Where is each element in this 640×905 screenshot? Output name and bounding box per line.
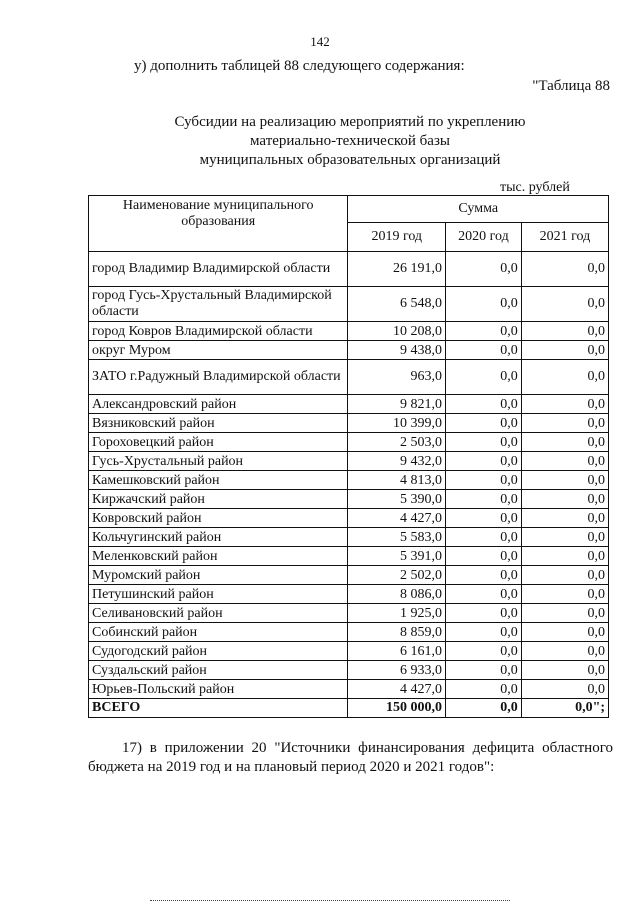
table-row	[89, 322, 609, 341]
value-2020: 0,0	[446, 395, 522, 414]
value-2019: 4 427,0	[348, 509, 446, 528]
value-2019: 26 191,0	[348, 252, 446, 287]
municipality-name: город Владимир Владимирской области	[89, 252, 348, 287]
table-row	[89, 287, 609, 322]
value-2021: 0,0	[521, 623, 608, 642]
municipality-name: Собинский район	[89, 623, 348, 642]
table-row	[89, 509, 609, 528]
title-line: муниципальных образовательных организаций	[199, 152, 501, 168]
value-2021: 0,0	[521, 509, 608, 528]
units-label: тыс. рублей	[500, 180, 570, 195]
value-2020: 0,0	[446, 360, 522, 395]
total-2021: 0,0";	[521, 699, 608, 718]
value-2021: 0,0	[521, 604, 608, 623]
table-row	[89, 680, 609, 699]
header-year-2019: 2019 год	[348, 223, 446, 252]
municipality-name: город Гусь-Хрустальный Владимирской области	[89, 287, 348, 322]
municipality-name: Камешковский район	[89, 471, 348, 490]
value-2020: 0,0	[446, 604, 522, 623]
table-row	[89, 642, 609, 661]
table-row	[89, 414, 609, 433]
value-2020: 0,0	[446, 287, 522, 322]
value-2019: 4 813,0	[348, 471, 446, 490]
municipality-name: ЗАТО г.Радужный Владимирской области	[89, 360, 348, 395]
value-2020: 0,0	[446, 252, 522, 287]
value-2020: 0,0	[446, 471, 522, 490]
value-2020: 0,0	[446, 547, 522, 566]
value-2019: 1 925,0	[348, 604, 446, 623]
table-row	[89, 395, 609, 414]
value-2019: 9 432,0	[348, 452, 446, 471]
header-municipality: Наименование муниципального образования	[89, 196, 348, 252]
title-line: материально-технической базы	[250, 133, 450, 149]
value-2021: 0,0	[521, 452, 608, 471]
municipality-name: Гороховецкий район	[89, 433, 348, 452]
page-number: 142	[310, 34, 330, 49]
table-row	[89, 528, 609, 547]
table-row	[89, 547, 609, 566]
municipality-name: Киржачский район	[89, 490, 348, 509]
subsidy-table	[88, 195, 609, 718]
municipality-name: Муромский район	[89, 566, 348, 585]
value-2020: 0,0	[446, 490, 522, 509]
municipality-name: Ковровский район	[89, 509, 348, 528]
municipality-name: Селивановский район	[89, 604, 348, 623]
total-2019: 150 000,0	[348, 699, 446, 718]
municipality-name: Юрьев-Польский район	[89, 680, 348, 699]
table-row	[89, 252, 609, 287]
value-2020: 0,0	[446, 566, 522, 585]
value-2020: 0,0	[446, 341, 522, 360]
value-2021: 0,0	[521, 585, 608, 604]
table-row	[89, 604, 609, 623]
value-2019: 9 821,0	[348, 395, 446, 414]
following-paragraph: 17) в приложении 20 "Источники финансирования дефицита областного бюджета на 2019 год и на плановый период 2020 и 2021 годов":	[88, 740, 613, 775]
value-2019: 6 161,0	[348, 642, 446, 661]
value-2021: 0,0	[521, 341, 608, 360]
intro-line: у) дополнить таблицей 88 следующего содержания:	[134, 58, 465, 74]
table-row	[89, 360, 609, 395]
scan-artifact-line	[150, 900, 510, 901]
value-2021: 0,0	[521, 322, 608, 341]
municipality-name: Александровский район	[89, 395, 348, 414]
value-2020: 0,0	[446, 414, 522, 433]
header-year-2020: 2020 год	[446, 223, 522, 252]
municipality-name: город Ковров Владимирской области	[89, 322, 348, 341]
value-2019: 6 548,0	[348, 287, 446, 322]
value-2019: 2 503,0	[348, 433, 446, 452]
value-2021: 0,0	[521, 360, 608, 395]
value-2020: 0,0	[446, 322, 522, 341]
value-2019: 10 208,0	[348, 322, 446, 341]
value-2021: 0,0	[521, 395, 608, 414]
value-2019: 6 933,0	[348, 661, 446, 680]
value-2019: 4 427,0	[348, 680, 446, 699]
total-label: ВСЕГО	[89, 699, 348, 718]
value-2021: 0,0	[521, 252, 608, 287]
table-row	[89, 585, 609, 604]
table-body	[89, 252, 609, 699]
table-row	[89, 490, 609, 509]
value-2021: 0,0	[521, 661, 608, 680]
value-2021: 0,0	[521, 547, 608, 566]
header-year-2021: 2021 год	[521, 223, 608, 252]
value-2021: 0,0	[521, 287, 608, 322]
value-2020: 0,0	[446, 509, 522, 528]
municipality-name: Кольчугинский район	[89, 528, 348, 547]
value-2019: 5 391,0	[348, 547, 446, 566]
value-2021: 0,0	[521, 642, 608, 661]
municipality-name: Суздальский район	[89, 661, 348, 680]
value-2021: 0,0	[521, 471, 608, 490]
value-2019: 9 438,0	[348, 341, 446, 360]
table-row	[89, 623, 609, 642]
value-2021: 0,0	[521, 680, 608, 699]
value-2021: 0,0	[521, 433, 608, 452]
value-2019: 5 390,0	[348, 490, 446, 509]
value-2020: 0,0	[446, 433, 522, 452]
value-2020: 0,0	[446, 452, 522, 471]
value-2020: 0,0	[446, 680, 522, 699]
table-row	[89, 341, 609, 360]
municipality-name: Петушинский район	[89, 585, 348, 604]
value-2019: 8 859,0	[348, 623, 446, 642]
table-title	[0, 113, 640, 170]
total-2020: 0,0	[446, 699, 522, 718]
value-2020: 0,0	[446, 585, 522, 604]
value-2019: 5 583,0	[348, 528, 446, 547]
value-2019: 2 502,0	[348, 566, 446, 585]
value-2021: 0,0	[521, 566, 608, 585]
title-line: Субсидии на реализацию мероприятий по укреплению	[174, 114, 526, 130]
table-row	[89, 471, 609, 490]
municipality-name: Судогодский район	[89, 642, 348, 661]
value-2020: 0,0	[446, 661, 522, 680]
value-2019: 8 086,0	[348, 585, 446, 604]
table-caption: "Таблица 88	[532, 78, 610, 94]
table-row	[89, 452, 609, 471]
total-row	[89, 699, 609, 718]
value-2020: 0,0	[446, 528, 522, 547]
value-2021: 0,0	[521, 490, 608, 509]
municipality-name: Гусь-Хрустальный район	[89, 452, 348, 471]
header-sum: Сумма	[348, 196, 609, 223]
municipality-name: Меленковский район	[89, 547, 348, 566]
table-row	[89, 566, 609, 585]
value-2019: 963,0	[348, 360, 446, 395]
value-2021: 0,0	[521, 528, 608, 547]
municipality-name: Вязниковский район	[89, 414, 348, 433]
table-row	[89, 661, 609, 680]
table-row	[89, 433, 609, 452]
value-2020: 0,0	[446, 623, 522, 642]
value-2019: 10 399,0	[348, 414, 446, 433]
value-2020: 0,0	[446, 642, 522, 661]
value-2021: 0,0	[521, 414, 608, 433]
municipality-name: округ Муром	[89, 341, 348, 360]
